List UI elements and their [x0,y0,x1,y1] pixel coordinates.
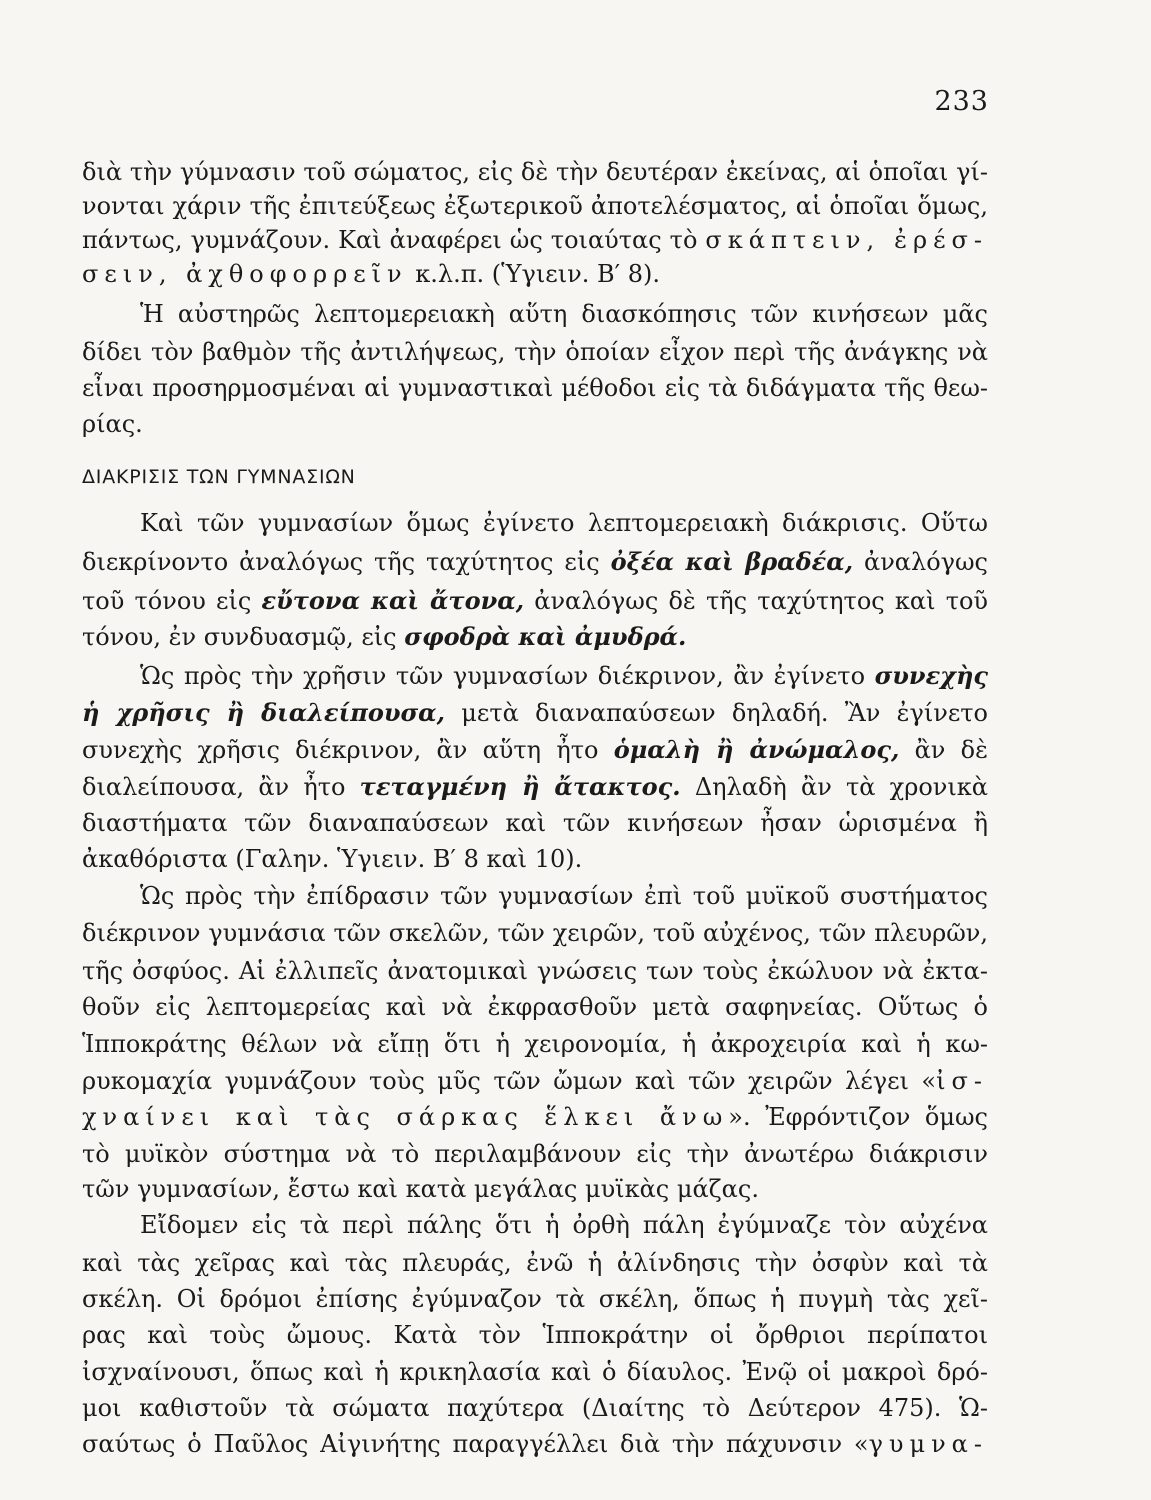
text-line: ἰσχναίνουσι, ὅπως καὶ ἡ κρικηλασία καὶ ὁ δίαυλος. Ἐνῷ οἱ μακροὶ δρό- [82,1358,988,1386]
text-line: τῆς ὀσφύος. Αἱ ἐλλιπεῖς ἀνατομικαὶ γνώσεις των τοὺς ἐκώλυον νὰ ἐκτα- [82,957,988,985]
text-line: δίδει τὸν βαθμὸν τῆς ἀντιλήψεως, τὴν ὁποίαν εἶχον περὶ τῆς ἀνάγκης νὰ [82,338,988,366]
text-line: διέκρινον γυμνάσια τῶν σκελῶν, τῶν χειρῶν, τοῦ αὐχένος, τῶν πλευρῶν, [82,919,988,947]
text-span: ἂν δὲ [899,736,988,764]
text-line: εἶναι προσηρμοσμέναι αἱ γυμναστικαὶ μέθοδοι εἰς τὰ διδάγματα τῆς θεω- [82,374,988,402]
text-span: ρυκομαχία γυμνάζουν τοὺς μῦς τῶν ὤμων καὶ τῶν χειρῶν λέγει « [82,1067,937,1095]
text-line: ρίας. [82,410,143,438]
text-line: νονται χάριν τῆς ἐπιτεύξεως ἐξωτερικοῦ ἀποτελέσματος, αἱ ὁποῖαι ὅμως, [82,192,988,220]
text-line [82,584,988,618]
bold-term: συνεχὴς [874,661,988,690]
text-line: ρας καὶ τοὺς ὤμους. Κατὰ τὸν Ἱπποκράτην οἱ ὄρθριοι περίπατοι [82,1321,988,1349]
bold-term: σφοδρὰ καὶ ἀμυδρά. [404,622,687,651]
text-line: διὰ τὴν γύμνασιν τοῦ σώματος, εἰς δὲ τὴν δευτέραν ἐκείνας, αἱ ὁποῖαι γί- [82,158,988,186]
text-span: Δηλαδὴ ἂν τὰ χρονικὰ [680,773,988,801]
text-line: Ἱπποκράτης θέλων νὰ εἴπῃ ὅτι ἡ χειρονομία, ἡ ἀκροχειρία καὶ ἡ κω- [82,1030,988,1058]
spaced-text: ἰσ- [936,1067,988,1095]
text-span: ». Ἐφρόντιζον ὅμως [728,1103,988,1131]
text-span: συνεχὴς χρῆσις διέκρινον, ἂν αὕτη ἦτο [82,736,614,764]
bold-term: ὀξέα καὶ βραδέα, [610,547,854,576]
text-span: διαλείπουσα, ἂν ἦτο [82,773,360,801]
text-span: Ὡς πρὸς τὴν χρῆσιν τῶν γυμνασίων διέκρινον, ἂν ἐγίνετο [140,662,875,690]
text-line: σκέλη. Οἱ δρόμοι ἐπίσης ἐγύμναζον τὰ σκέλη, ὅπως ἡ πυγμὴ τὰς χεῖ- [82,1285,988,1313]
text-line [82,696,988,730]
text-span: τόνου, ἐν συνδυασμῷ, εἰς [82,623,405,651]
spaced-text: χναίνει καὶ τὰς σάρκας ἕλκει ἄνω [82,1103,729,1131]
text-line: Εἴδομεν εἰς τὰ περὶ πάλης ὅτι ἡ ὀρθὴ πάλη ἐγύμναζε τὸν αὐχένα [140,1211,988,1239]
text-line [82,1064,988,1098]
text-line [82,223,988,257]
spaced-text: σκάπτειν, ἐρέσ- [705,226,989,254]
bold-term: ἡ χρῆσις ἢ διαλείπουσα, [82,698,445,727]
section-heading: ΔΙΑΚΡΙΣΙΣ ΤΩΝ ΓΥΜΝΑΣΙΩΝ [82,466,356,488]
page-number: 233 [934,86,989,117]
text-line: καὶ τὰς χεῖρας καὶ τὰς πλευράς, ἐνῶ ἡ ἀλίνδησις τὴν ὀσφὺν καὶ τὰ [82,1249,988,1277]
text-line: Ὡς πρὸς τὴν ἐπίδρασιν τῶν γυμνασίων ἐπὶ τοῦ μυϊκοῦ συστήματος [140,882,988,910]
text-span: ἀναλόγως δὲ τῆς ταχύτητος καὶ τοῦ [524,587,989,615]
bold-term: ὁμαλὴ ἢ ἀνώμαλος, [613,735,900,764]
text-line [82,1100,988,1134]
text-line: τῶν γυμνασίων, ἔστω καὶ κατὰ μεγάλας μυϊκὰς μάζας. [82,1175,759,1203]
text-span: τοῦ τόνου εἰς [82,587,262,615]
text-span: πάντως, γυμνάζουν. Καὶ ἀναφέρει ὡς τοιαύτας τὸ [82,226,706,254]
spaced-text: σειν, ἀχθοφορρεῖν [82,260,408,288]
text-span: διεκρίνοντο ἀναλόγως τῆς ταχύτητος εἰς [82,548,611,576]
text-line [82,257,988,291]
text-line: ἀκαθόριστα (Γαλην. Ὑγιειν. Β′ 8 καὶ 10). [82,845,583,873]
text-line: διαστήματα τῶν διαναπαύσεων καὶ τῶν κινήσεων ἦσαν ὡρισμένα ἢ [82,809,988,837]
text-line [82,620,988,654]
text-line [82,770,988,804]
text-line [82,1427,988,1461]
bold-term: τεταγμένη ἢ ἄτακτος. [359,772,681,801]
text-line [82,733,988,767]
text-span: μετὰ διαναπαύσεων δηλαδή. Ἂν ἐγίνετο [445,699,989,727]
text-line: θοῦν εἰς λεπτομερείας καὶ νὰ ἐκφρασθοῦν μετὰ σαφηνείας. Οὕτως ὁ [82,993,988,1021]
bold-term: εὔτονα καὶ ἄτονα, [261,586,525,615]
text-line [82,545,988,579]
text-line: τὸ μυϊκὸν σύστημα νὰ τὸ περιλαμβάνουν εἰς τὴν ἀνωτέρω διάκρισιν [82,1140,988,1168]
text-span: σαύτως ὁ Παῦλος Αἰγινήτης παραγγέλλει διὰ τὴν πάχυνσιν « [82,1430,869,1458]
spaced-text: γυμνα- [868,1430,988,1458]
text-line: μοι καθιστοῦν τὰ σώματα παχύτερα (Διαίτης τὸ Δεύτερον 475). Ὡ- [82,1394,988,1422]
text-span: ἀναλόγως [853,548,989,576]
text-line: Καὶ τῶν γυμνασίων ὅμως ἐγίνετο λεπτομερειακὴ διάκρισις. Οὕτω [140,509,988,537]
text-line [140,659,988,693]
text-span: κ.λ.π. (Ὑγιειν. Β′ 8). [407,260,660,288]
text-line: Ἡ αὐστηρῶς λεπτομερειακὴ αὕτη διασκόπησις τῶν κινήσεων μᾶς [140,300,988,328]
